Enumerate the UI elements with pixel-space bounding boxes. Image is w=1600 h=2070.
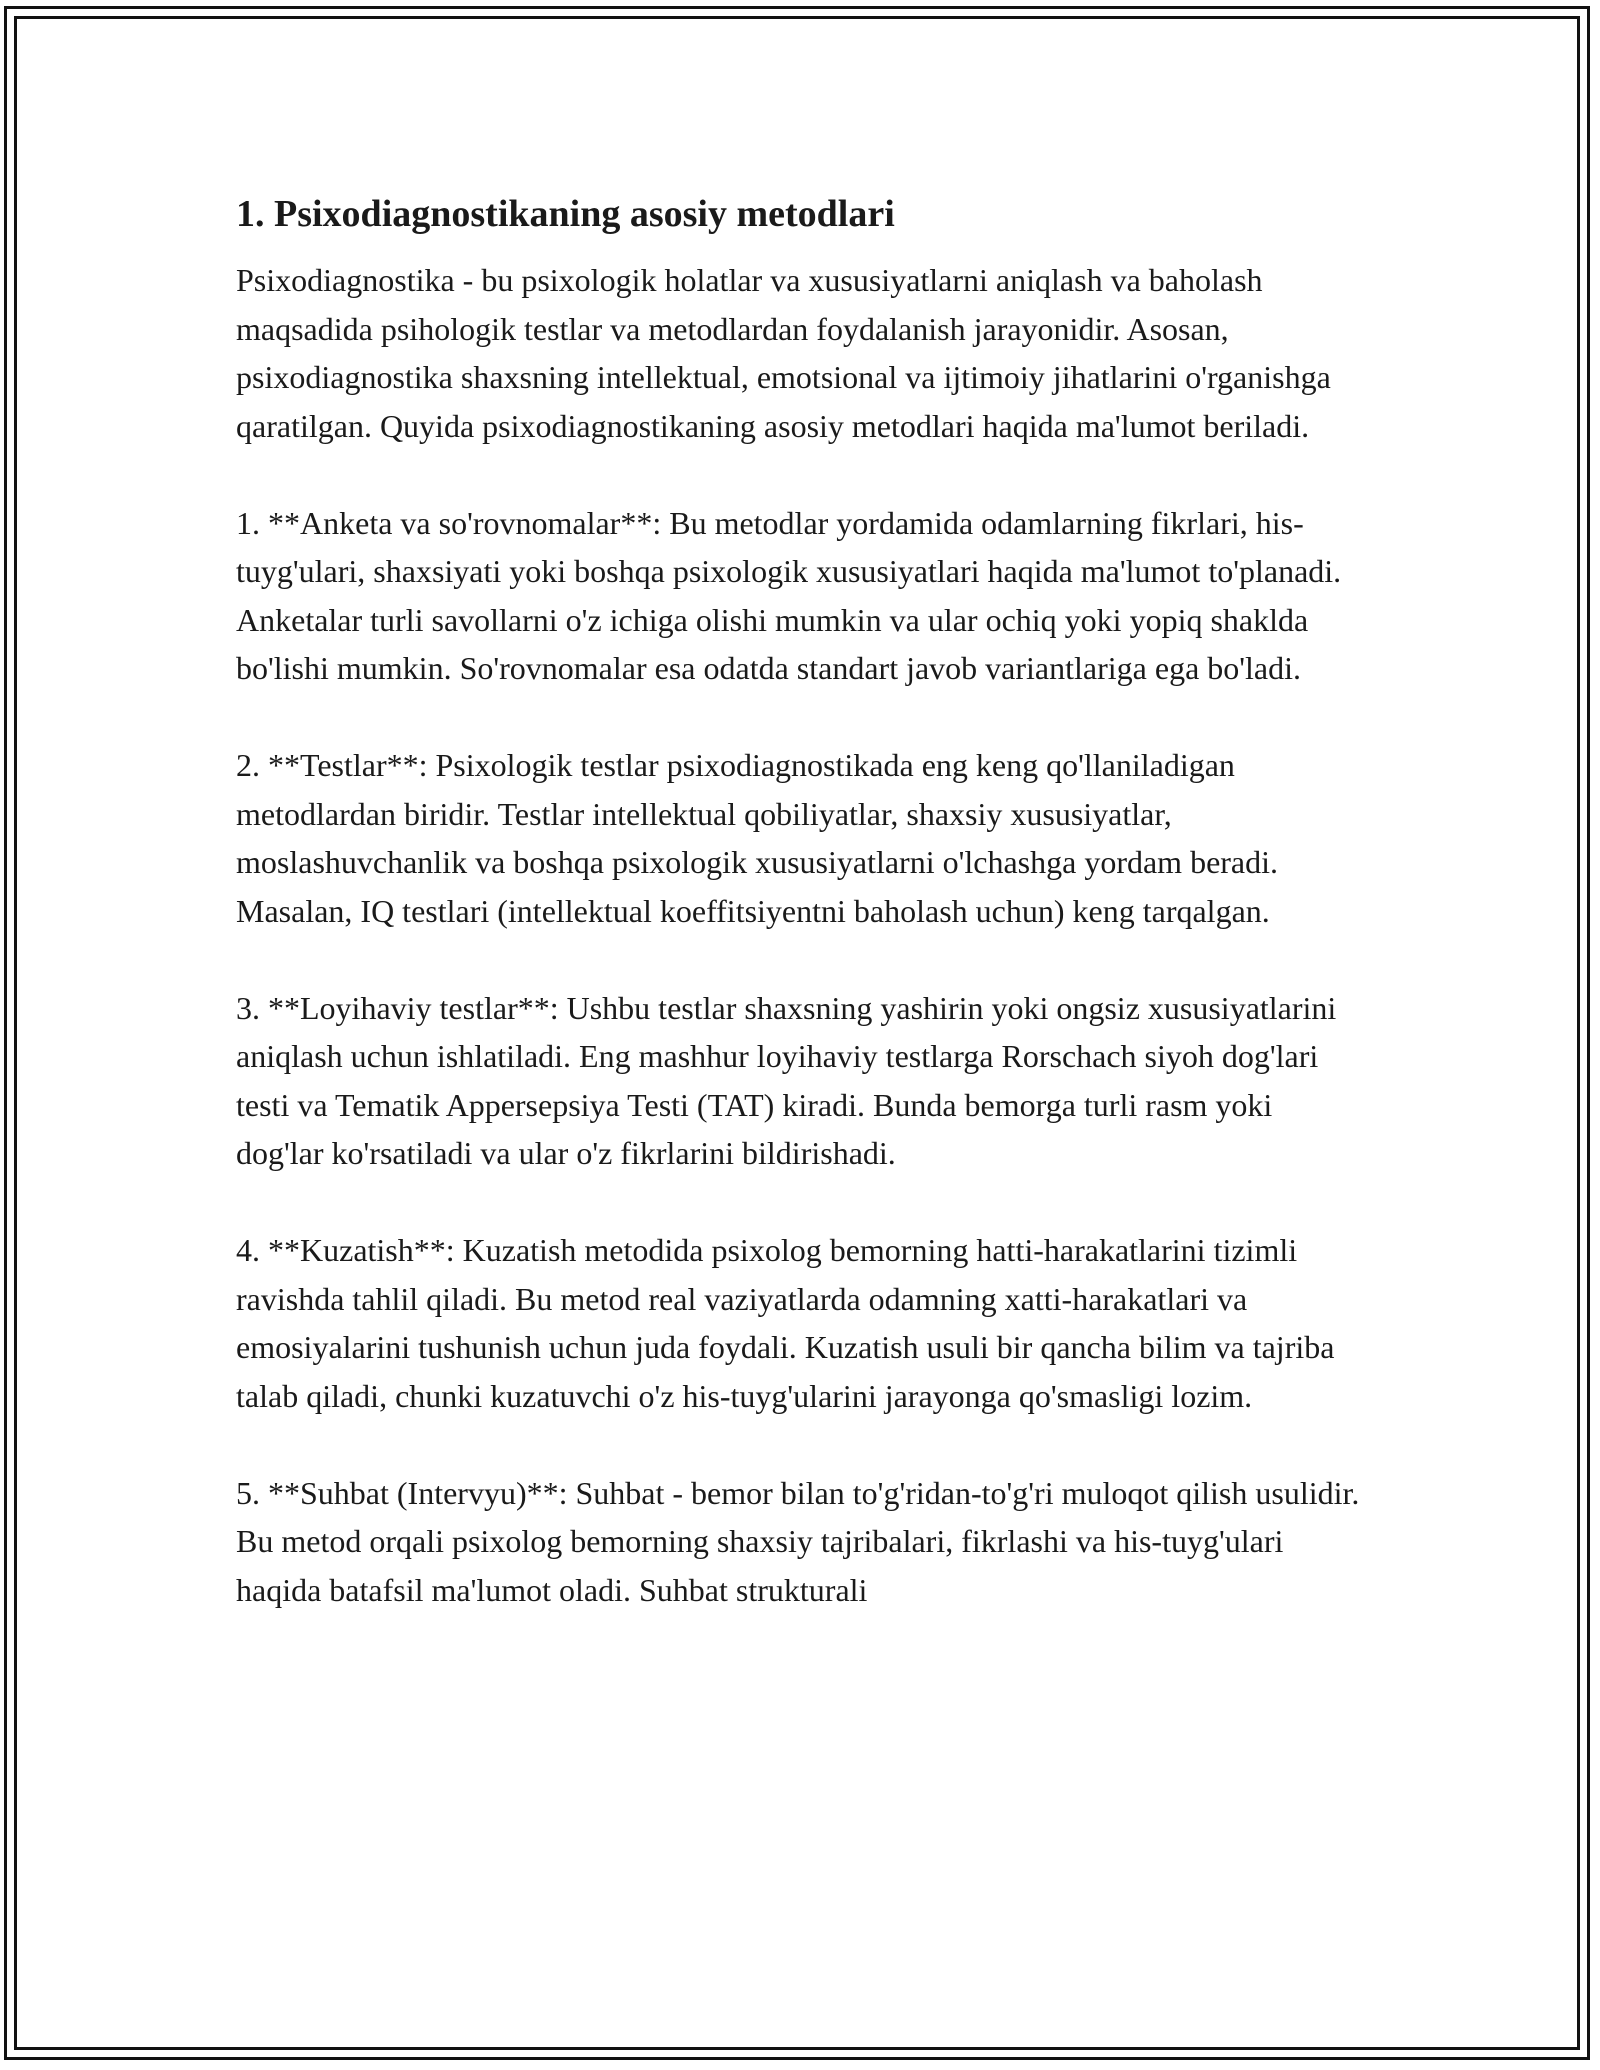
page-title: 1. Psixodiagnostikaning asosiy metodlari <box>236 193 895 235</box>
document-body <box>236 186 1366 1663</box>
method-5-paragraph: 5. **Suhbat (Intervyu)**: Suhbat - bemor bilan to'g'ridan-to'g'ri muloqot qilish usulidir. Bu metod orqali psixolog bemorning shaxsiy tajribalari, fikrlashi va his-tuyg'ulari haqida batafsil ma'lumot oladi. Suhbat strukturali <box>236 1474 1360 1608</box>
intro-paragraph: Psixodiagnostika - bu psixologik holatlar va xususiyatlarni aniqlash va baholash maqsadida psihologik testlar va metodlardan foydalanish jarayonidir. Asosan, psixodiagnostika shaxsning intellektual, emotsional va ijtimoiy jihatlarini o'rganishga qaratilgan. Quyida psixodiagnostikaning asosiy metodlari haqida ma'lumot beriladi. <box>236 262 1331 444</box>
method-4-paragraph: 4. **Kuzatish**: Kuzatish metodida psixolog bemorning hatti-harakatlarini tizimli ravishda tahlil qiladi. Bu metod real vaziyatlarda odamning xatti-harakatlari va emosiyalarini tushunish uchun juda foydali. Kuzatish usuli bir qancha bilim va tajriba talab qiladi, chunki kuzatuvchi o'z his-tuyg'ularini jarayonga qo'smasligi lozim. <box>236 1232 1335 1414</box>
method-1-paragraph: 1. **Anketa va so'rovnomalar**: Bu metodlar yordamida odamlarning fikrlari, his-tuyg'ulari, shaxsiyati yoki boshqa psixologik xususiyatlari haqida ma'lumot to'planadi. Anketalar turli savollarni o'z ichiga olishi mumkin va ular ochiq yoki yopiq shaklda bo'lishi mumkin. So'rovnomalar esa odatda standart javob variantlariga ega bo'ladi. <box>236 504 1342 686</box>
method-2-paragraph: 2. **Testlar**: Psixologik testlar psixodiagnostikada eng keng qo'llaniladigan metodlardan biridir. Testlar intellektual qobiliyatlar, shaxsiy xususiyatlar, moslashuvchanlik va boshqa psixologik xususiyatlarni o'lchashga yordam beradi. Masalan, IQ testlari (intellektual koeffitsiyentni baholash uchun) keng tarqalgan. <box>236 747 1279 929</box>
method-3-paragraph: 3. **Loyihaviy testlar**: Ushbu testlar shaxsning yashirin yoki ongsiz xususiyatlarini aniqlash uchun ishlatiladi. Eng mashhur loyihaviy testlarga Rorschach siyoh dog'lari testi va Tematik Appersepsiya Testi (TAT) kiradi. Bunda bemorga turli rasm yoki dog'lar ko'rsatiladi va ular o'z fikrlarini bildirishadi. <box>236 989 1337 1171</box>
